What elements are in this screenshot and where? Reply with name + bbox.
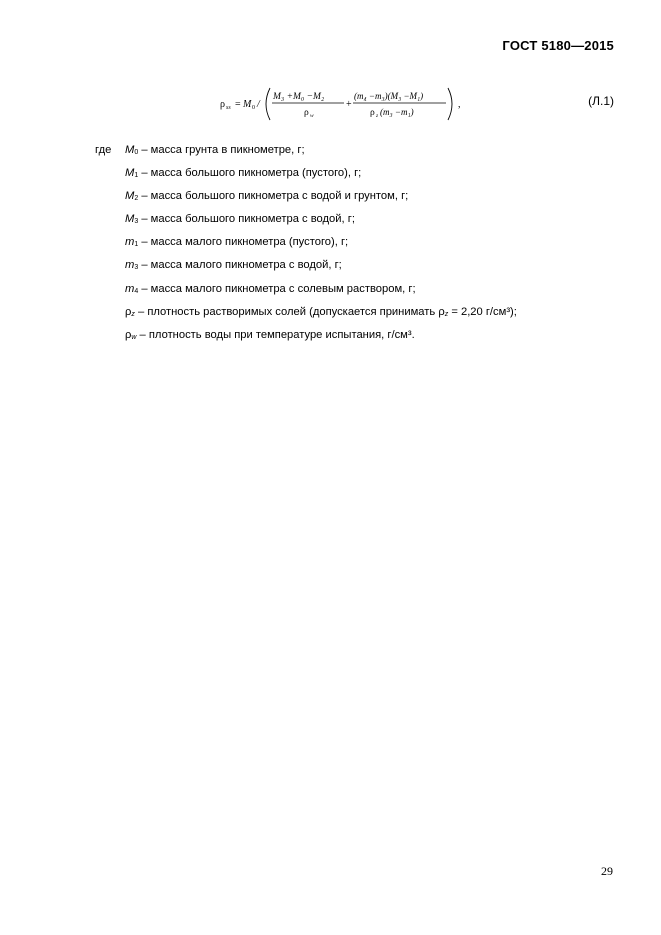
legend-text: – плотность растворимых солей (допускается принимать ρ [134, 305, 445, 318]
legend-row [95, 278, 635, 301]
legend-symbol-sub: 1 [134, 241, 139, 249]
legend-symbol: M [125, 167, 135, 180]
formula-den2-sub: z [376, 113, 379, 119]
legend-row [95, 185, 635, 208]
legend [95, 139, 635, 347]
legend-text: – масса большого пикнометра (пустого), г; [138, 167, 362, 180]
legend-row [95, 254, 635, 277]
legend-symbol-sub: 2 [134, 195, 139, 203]
formula-right-paren [448, 88, 452, 120]
legend-symbol: M [125, 213, 135, 226]
legend-row [95, 139, 635, 162]
formula-graphic [220, 86, 470, 122]
formula-m0-sub: 0 [252, 105, 255, 111]
formula-num2: (m₄ −m₃)(M₃ −M₁) [354, 91, 424, 101]
legend-row [95, 231, 635, 254]
legend-text: – масса малого пикнометра с водой, г; [138, 259, 342, 272]
formula-number: (Л.1) [588, 94, 614, 108]
legend-symbol-sub: 0 [134, 149, 139, 156]
formula-lhs-sub: ss [226, 105, 231, 111]
document-id: ГОСТ 5180—2015 [502, 38, 614, 53]
legend-row [95, 324, 635, 347]
legend-text-tail: = 2,20 г/см³); [448, 305, 517, 318]
legend-symbol: M [125, 144, 135, 156]
formula [220, 86, 470, 122]
legend-symbol-sub: 4 [134, 287, 139, 295]
formula-slash: / [257, 99, 260, 110]
legend-lead: где [95, 144, 112, 156]
formula-den2-tail: (m₃ −m₁) [380, 107, 414, 117]
formula-lhs: ρ [220, 99, 225, 110]
legend-inline-sub: z [444, 310, 449, 318]
legend-symbol-sub: z [131, 310, 135, 318]
legend-symbol-sub: 3 [134, 264, 139, 272]
legend-row [95, 301, 635, 324]
page-number: 29 [601, 864, 613, 878]
formula-m0: M [243, 99, 252, 110]
legend-text: – масса малого пикнометра (пустого), г; [138, 236, 349, 249]
legend-text: – масса большого пикнометра с водой, г; [138, 213, 355, 226]
legend-row [95, 208, 635, 231]
formula-comma: , [458, 99, 461, 110]
formula-den1: ρ [304, 108, 309, 118]
legend-text: – плотность воды при температуре испытания, г/см³. [136, 328, 415, 341]
legend-row [95, 162, 635, 185]
formula-den1-sub: w [310, 113, 314, 119]
legend-symbol: ρ [125, 328, 132, 341]
legend-text: – масса грунта в пикнометре, г; [138, 144, 305, 156]
formula-eq: = [235, 99, 241, 110]
legend-symbol-sub: 3 [134, 218, 139, 226]
legend-symbol: m [125, 282, 135, 295]
formula-num1: M₃ +M₀ −M₂ [273, 92, 325, 102]
legend-text: – масса большого пикнометра с водой и грунтом, г; [138, 190, 409, 203]
legend-symbol-sub: 1 [134, 172, 139, 180]
legend-symbol: m [125, 236, 135, 249]
legend-symbol: M [125, 190, 135, 203]
legend-symbol: ρ [125, 305, 132, 318]
legend-text: – масса малого пикнометра с солевым раствором, г; [138, 282, 416, 295]
legend-symbol: m [125, 259, 135, 272]
formula-plus: + [346, 99, 352, 110]
formula-den2: ρ [370, 108, 375, 118]
formula-left-paren [266, 88, 270, 120]
legend-symbol-sub: w [131, 333, 137, 341]
